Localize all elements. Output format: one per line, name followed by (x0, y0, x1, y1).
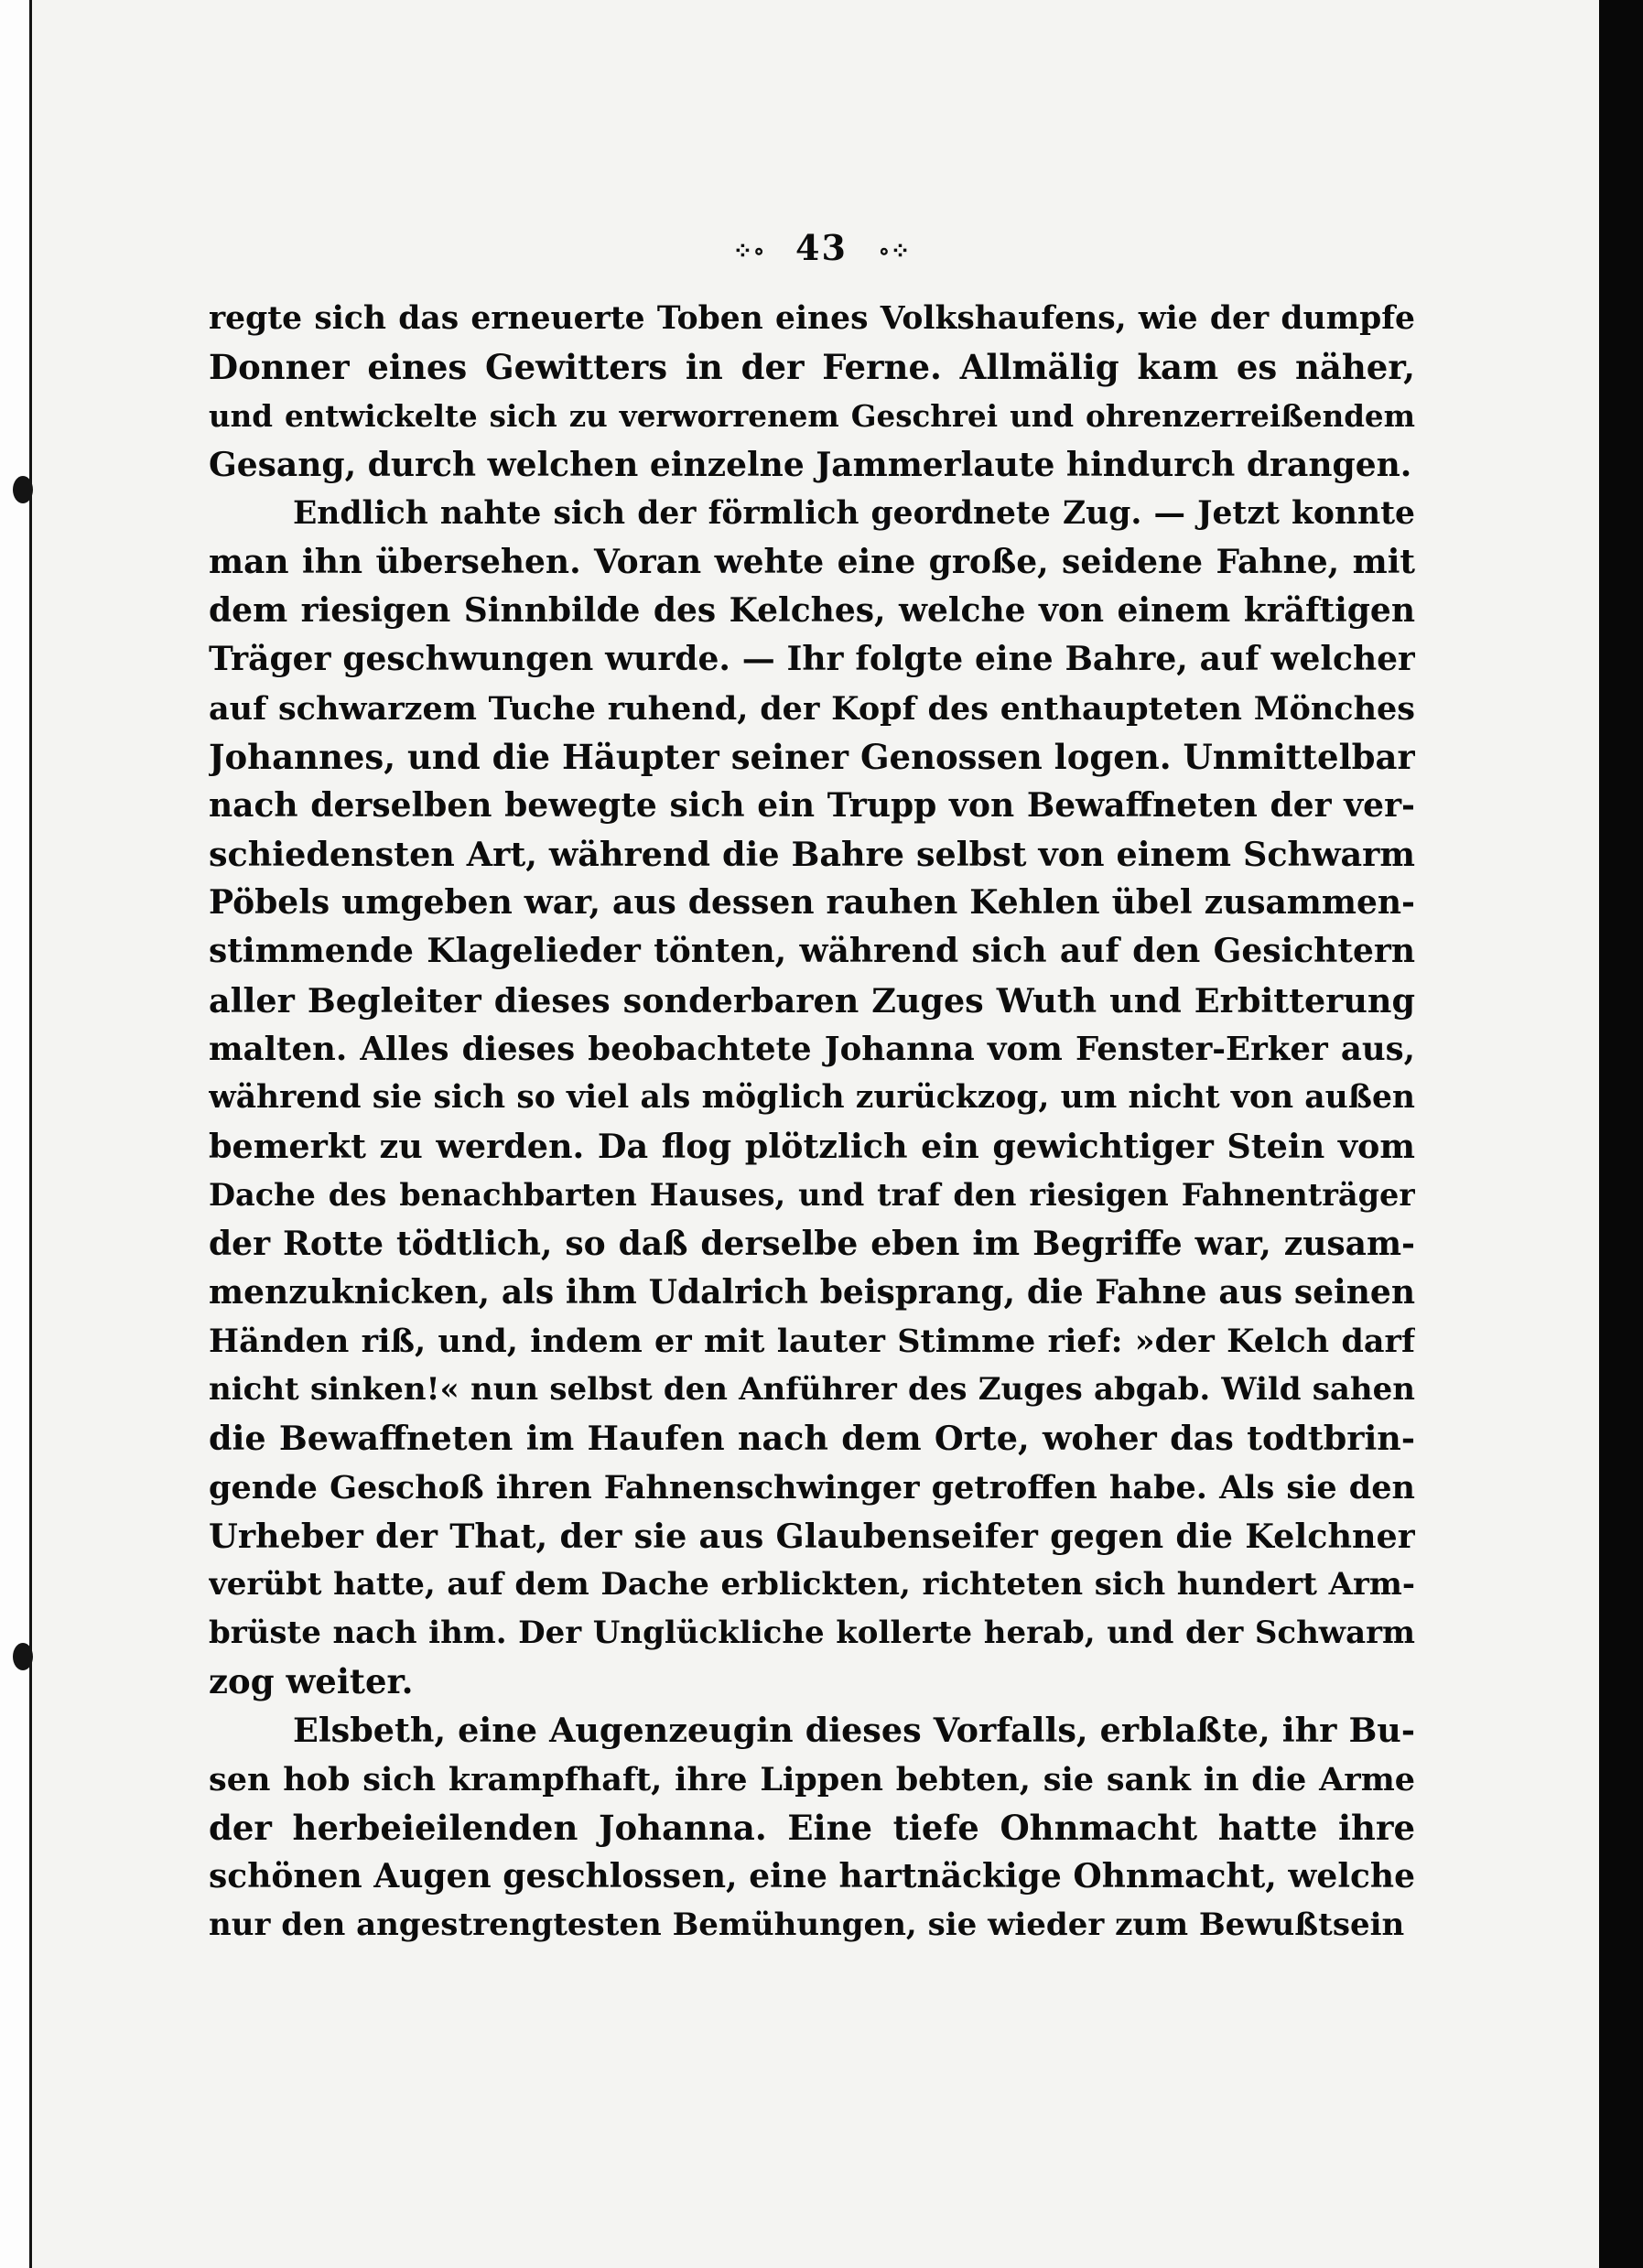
page-number: 43 (795, 227, 848, 268)
paragraph (209, 295, 1415, 490)
text-line: stimmende Klagelieder tönten, während sich auf den Gesichtern (209, 932, 1415, 971)
binding-edge (0, 0, 32, 2268)
binding-mark (13, 476, 33, 503)
text-line: und entwickelte sich zu verworrenem Geschrei und ohrenzerreißendem (209, 398, 1415, 435)
text-line: Händen riß, und, indem er mit lauter Stimme rief: »der Kelch darf (209, 1322, 1415, 1360)
scan-border (1599, 0, 1643, 2268)
paragraph (209, 490, 1415, 1707)
text-line: nicht sinken!« nun selbst den Anführer des Zuges abgab. Wild sahen (209, 1371, 1415, 1409)
text-line: Elsbeth, eine Augenzeugin dieses Vorfalls, erblaßte, ihr Bu- (293, 1711, 1415, 1751)
text-line: schiedensten Art, während die Bahre selbst von einem Schwarm (209, 835, 1415, 875)
text-line: Pöbels umgeben war, aus dessen rauhen Kehlen übel zusammen- (209, 883, 1415, 923)
text-line: schönen Augen geschlossen, eine hartnäckige Ohnmacht, welche (209, 1857, 1415, 1895)
text-line: aller Begleiter dieses sonderbaren Zuges Wuth und Erbitterung (209, 980, 1415, 1021)
text-line: der Rotte tödtlich, so daß derselbe eben im Begriffe war, zusam- (209, 1224, 1415, 1263)
text-line: verübt hatte, auf dem Dache erblickten, richteten sich hundert Arm- (209, 1565, 1415, 1603)
text-line: nur den angestrengtesten Bemühungen, sie wieder zum Bewußtsein (209, 1906, 1405, 1944)
body-text (209, 295, 1415, 1949)
page-header (0, 227, 1643, 268)
text-line: regte sich das erneuerte Toben eines Volkshaufens, wie der dumpfe (209, 300, 1415, 337)
text-line: Urheber der That, der sie aus Glaubenseifer gegen die Kelchner (209, 1516, 1415, 1556)
text-line: bemerkt zu werden. Da flog plötzlich ein gewichtiger Stein vom (209, 1127, 1415, 1167)
text-line: nach derselben bewegte sich ein Trupp von Bewaffneten der ver- (209, 785, 1415, 825)
text-line: Träger geschwungen wurde. — Ihr folgte eine Bahre, auf welcher (209, 640, 1415, 679)
text-line: brüste nach ihm. Der Unglückliche kollerte herab, und der Schwarm (209, 1615, 1415, 1652)
text-line: gende Geschoß ihren Fahnenschwinger getroffen habe. Als sie den (209, 1468, 1415, 1507)
text-line: Endlich nahte sich der förmlich geordnete Zug. — Jetzt konnte (293, 494, 1415, 532)
text-line: malten. Alles dieses beobachtete Johanna vom Fenster-Erker aus, (209, 1030, 1415, 1068)
ornament-left: ⁘∘ (732, 237, 765, 265)
text-line: auf schwarzem Tuche ruhend, der Kopf des enthaupteten Mönches (209, 689, 1415, 728)
text-line: Johannes, und die Häupter seiner Genossen logen. Unmittelbar (209, 736, 1415, 777)
text-line: dem riesigen Sinnbilde des Kelches, welche von einem kräftigen (209, 591, 1415, 631)
text-line: der herbeieilenden Johanna. Eine tiefe Ohnmacht hatte ihre (209, 1807, 1415, 1848)
paragraph (209, 1706, 1415, 1949)
text-line: Dache des benachbarten Hauses, und traf den riesigen Fahnenträger (209, 1177, 1415, 1214)
text-line: die Bewaffneten im Haufen nach dem Orte, woher das todtbrin- (209, 1419, 1415, 1459)
text-line: zog weiter. (209, 1661, 414, 1702)
text-line: man ihn übersehen. Voran wehte eine große, seidene Fahne, mit (209, 542, 1415, 581)
text-line: menzuknicken, als ihm Udalrich beisprang, die Fahne aus seinen (209, 1272, 1415, 1312)
text-line: sen hob sich krampfhaft, ihre Lippen bebten, sie sank in die Arme (209, 1760, 1415, 1798)
text-line: Gesang, durch welchen einzelne Jammerlaute hindurch drangen. (209, 445, 1412, 484)
text-line: Donner eines Gewitters in der Ferne. Allmälig kam es näher, (209, 347, 1415, 388)
binding-mark (13, 1643, 33, 1670)
text-line: während sie sich so viel als möglich zurückzog, um nicht von außen (209, 1079, 1415, 1116)
ornament-right: ∘⁘ (878, 237, 911, 265)
